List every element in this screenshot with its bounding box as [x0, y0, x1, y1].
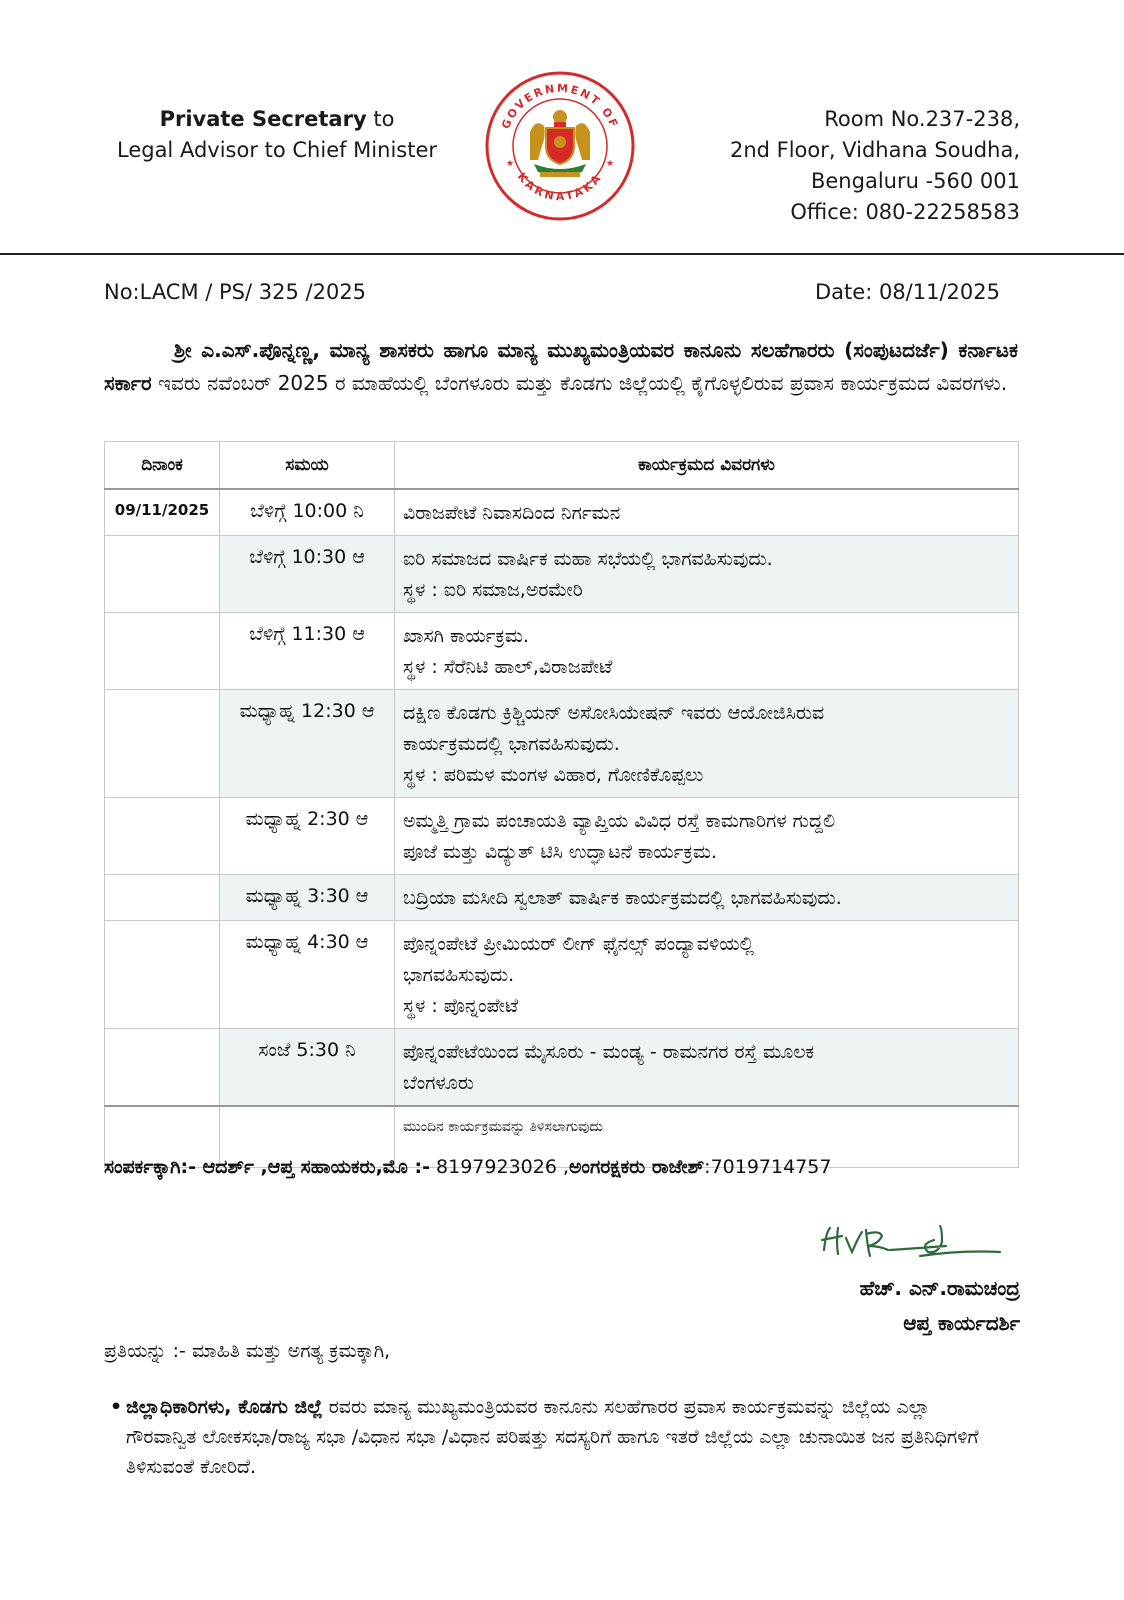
government-emblem-icon [484, 70, 636, 222]
row-details [395, 921, 1019, 1029]
row-details [395, 1029, 1019, 1107]
row-date [105, 798, 220, 875]
row-date [105, 536, 220, 613]
address-line: Bengaluru -560 001 [810, 169, 1020, 193]
signatory-name: ಹೆಚ್. ಎನ್.ರಾಮಚಂದ್ರ [859, 1276, 1020, 1300]
office-phone: Office: 080-22258583 [790, 200, 1020, 224]
address-line: Room No.237-238, [824, 107, 1020, 131]
row-time: ಮಧ್ಯಾಹ್ನ 3:30 ಆ [220, 875, 395, 921]
row-date [105, 875, 220, 921]
header-divider [0, 253, 1124, 255]
detail-line: ಕಾರ್ಯಕ್ರಮದಲ್ಲಿ ಭಾಗವಹಿಸುವುದು. [403, 733, 620, 755]
signatory-block [860, 1271, 1020, 1341]
row-details [395, 613, 1019, 690]
address-line: 2nd Floor, Vidhana Soudha, [729, 138, 1020, 162]
letter-date: Date: 08/11/2025 [815, 280, 1000, 304]
column-header-time: ಸಮಯ [220, 442, 395, 490]
svg-text:★: ★ [506, 159, 515, 169]
detail-line: ಪೊನ್ನಂಪೇಟೆಯಿಂದ ಮೈಸೂರು - ಮಂಡ್ಯ - ರಾಮನಗರ ರಸ್ತೆ ಮೂಲಕ [403, 1041, 815, 1063]
row-details [395, 536, 1019, 613]
handwritten-signature [816, 1220, 1006, 1272]
column-header-date: ದಿನಾಂಕ [105, 442, 220, 490]
letterhead [0, 0, 1124, 255]
row-time: ಬೆಳಿಗ್ಗೆ 11:30 ಆ [220, 613, 395, 690]
copy-to-text: ರವರು ಮಾನ್ಯ ಮುಖ್ಯಮಂತ್ರಿಯವರ ಕಾನೂನು ಸಲಹೆಗಾರರ ಪ್ರವಾಸ ಕಾರ್ಯಕ್ರಮವನ್ನು ಜಿಲ್ಲೆಯ ಎಲ್ಲಾ ಗೌರವಾನ್ವಿತ ಲೋಕಸಭಾ/ರಾಜ್ಯ ಸಭಾ /ವಿಧಾನ ಸಭಾ /ವಿಧಾನ ಪರಿಷತ್ತು ಸದಸ್ಯರಿಗೆ ಹಾಗೂ ಇತರೆ ಜಿಲ್ಲೆಯ ಎಲ್ಲಾ ಚುನಾಯಿತ ಜನ ಪ್ರತಿನಿಧಿಗಳಿಗೆ ತಿಳಿಸುವಂತೆ ಕೋರಿದೆ. [126, 1396, 979, 1478]
svg-text:★: ★ [606, 159, 615, 169]
table-row [105, 921, 1019, 1029]
bodyguard-label: ಅಂಗರಕ್ಷಕರು ರಾಜೇಶ್ [569, 1156, 705, 1178]
detail-venue: ಸ್ಥಳ : ಐರಿ ಸಮಾಜ,ಅರಮೇರಿ [403, 579, 583, 601]
sender-subtitle: Legal Advisor to Chief Minister [116, 138, 438, 162]
copy-to-item [110, 1392, 1006, 1482]
detail-venue: ಸ್ಥಳ : ಸೆರೆನಿಟಿ ಹಾಲ್,ವಿರಾಜಪೇಟೆ [403, 656, 613, 678]
table-row [105, 489, 1019, 536]
row-date [105, 690, 220, 798]
detail-line: ವಿರಾಜಪೇಟೆ ನಿವಾಸದಿಂದ ನಿರ್ಗಮನ [403, 502, 621, 524]
table-row [105, 613, 1019, 690]
table-row [105, 536, 1019, 613]
row-date [105, 921, 220, 1029]
detail-line: ಅಮ್ಮತ್ತಿ ಗ್ರಾಮ ಪಂಚಾಯತಿ ವ್ಯಾಪ್ತಿಯ ವಿವಿಧ ರಸ್ತೆ ಕಾಮಗಾರಿಗಳ ಗುದ್ದಲಿ [403, 810, 836, 832]
table-row [105, 798, 1019, 875]
intro-paragraph [104, 334, 1018, 400]
emblem-bottom-text: KARNATAKA [514, 170, 606, 204]
detail-line: ಬೆಂಗಳೂರು [403, 1072, 474, 1094]
table-row [105, 875, 1019, 921]
column-header-details: ಕಾರ್ಯಕ್ರಮದ ವಿವರಗಳು [395, 442, 1019, 490]
detail-line: ಐರಿ ಸಮಾಜದ ವಾರ್ಷಿಕ ಮಹಾ ಸಭೆಯಲ್ಲಿ ಭಾಗವಹಿಸುವುದು. [403, 548, 773, 570]
row-details [395, 798, 1019, 875]
detail-line: ಖಾಸಗಿ ಕಾರ್ಯಕ್ರಮ. [403, 625, 529, 647]
row-time: ಮಧ್ಯಾಹ್ನ 4:30 ಆ [220, 921, 395, 1029]
contact-line [104, 1156, 831, 1178]
bullet-icon: • [110, 1396, 123, 1418]
detail-line: ಪೊನ್ನಂಪೇಟೆ ಪ್ರೀಮಿಯರ್ ಲೀಗ್ ಫೈನಲ್ಸ್ ಪಂದ್ಯಾವಳಿಯಲ್ಲಿ [403, 933, 754, 955]
contact-label: ಸಂಪರ್ಕಕ್ಕಾಗಿ:- ಆದರ್ಶ್ ,ಆಪ್ತ ಸಹಾಯಕರು,ಮೊ :- [104, 1156, 430, 1178]
sender-title-rest: to [366, 107, 395, 131]
row-time: ಮಧ್ಯಾಹ್ನ 2:30 ಆ [220, 798, 395, 875]
office-address [700, 104, 1020, 228]
copy-to-label: ಪ್ರತಿಯನ್ನು :- ಮಾಹಿತಿ ಮತ್ತು ಅಗತ್ಯ ಕ್ರಮಕ್ಕಾಗಿ, [104, 1340, 391, 1362]
detail-line: ಪೂಜೆ ಮತ್ತು ವಿದ್ಯುತ್ ಟಿಸಿ ಉದ್ಘಾಟನೆ ಕಾರ್ಯಕ್ರಮ. [403, 841, 717, 863]
detail-venue: ಸ್ಥಳ : ಪೊನ್ನಂಪೇಟೆ [403, 995, 519, 1017]
row-date [105, 613, 220, 690]
row-time: ಬೆಳಿಗ್ಗೆ 10:00 ನಿ [220, 489, 395, 536]
bodyguard-phone: :7019714757 [704, 1156, 832, 1178]
signatory-designation: ಆಪ್ತ ಕಾರ್ಯದರ್ಶಿ [903, 1311, 1020, 1335]
detail-venue: ಸ್ಥಳ : ಪರಿಮಳ ಮಂಗಳ ವಿಹಾರ, ಗೋಣಿಕೊಪ್ಪಲು [403, 764, 704, 786]
copy-to-recipient: ಜಿಲ್ಲಾಧಿಕಾರಿಗಳು, ಕೊಡಗು ಜಿಲ್ಲೆ [126, 1396, 323, 1418]
row-time: ಬೆಳಿಗ್ಗೆ 10:30 ಆ [220, 536, 395, 613]
detail-line: ಬದ್ರಿಯಾ ಮಸೀದಿ ಸ್ವಲಾತ್ ವಾರ್ಷಿಕ ಕಾರ್ಯಕ್ರಮದಲ್ಲಿ ಭಾಗವಹಿಸುವುದು. [403, 887, 842, 909]
row-date [105, 1029, 220, 1107]
row-time: ಸಂಜೆ 5:30 ನಿ [220, 1029, 395, 1107]
sender-block [112, 104, 442, 166]
table-row [105, 690, 1019, 798]
contact-phone: 8197923026 , [430, 1156, 570, 1178]
schedule-table [104, 441, 1019, 1168]
row-date: 09/11/2025 [105, 489, 220, 536]
table-footnote: ಮುಂದಿನ ಕಾರ್ಯಕ್ರಮವನ್ನು ತಿಳಿಸಲಾಗುವುದು [395, 1106, 1019, 1168]
emblem-top-text: GOVERNMENT OF [499, 81, 621, 131]
sender-title: Private Secretary [159, 107, 367, 131]
detail-line: ಭಾಗವಹಿಸುವುದು. [403, 964, 515, 986]
row-details [395, 489, 1019, 536]
table-header-row [105, 442, 1019, 490]
intro-rest: ಇವರು ನವೆಂಬರ್ 2025 ರ ಮಾಹೆಯಲ್ಲಿ ಬೆಂಗಳೂರು ಮತ್ತು ಕೊಡಗು ಜಿಲ್ಲೆಯಲ್ಲಿ ಕೈಗೊಳ್ಳಲಿರುವ ಪ್ರವಾಸ ಕಾರ್ಯಕ್ರಮದ ವಿವರಗಳು. [151, 371, 1008, 395]
reference-number: No:LACM / PS/ 325 /2025 [104, 280, 367, 304]
intro-bold: ಶ್ರೀ ಎ.ಎಸ್.ಪೊನ್ನಣ್ಣ, ಮಾನ್ಯ ಶಾಸಕರು ಹಾಗೂ ಮಾನ್ಯ ಮುಖ್ಯಮಂತ್ರಿಯವರ ಕಾನೂನು ಸಲಹೆಗಾರರು (ಸಂಪುಟದರ್ಜೆ) ಕರ್ನಾಟಕ ಸರ್ಕಾರ [104, 338, 1018, 395]
table-row [105, 1029, 1019, 1107]
row-time: ಮಧ್ಯಾಹ್ನ 12:30 ಆ [220, 690, 395, 798]
detail-line: ದಕ್ಷಿಣ ಕೊಡಗು ಕ್ರಿಶ್ಚಿಯನ್ ಅಸೋಸಿಯೇಷನ್ ಇವರು ಆಯೋಜಿಸಿರುವ [403, 702, 825, 724]
row-details [395, 875, 1019, 921]
row-details [395, 690, 1019, 798]
